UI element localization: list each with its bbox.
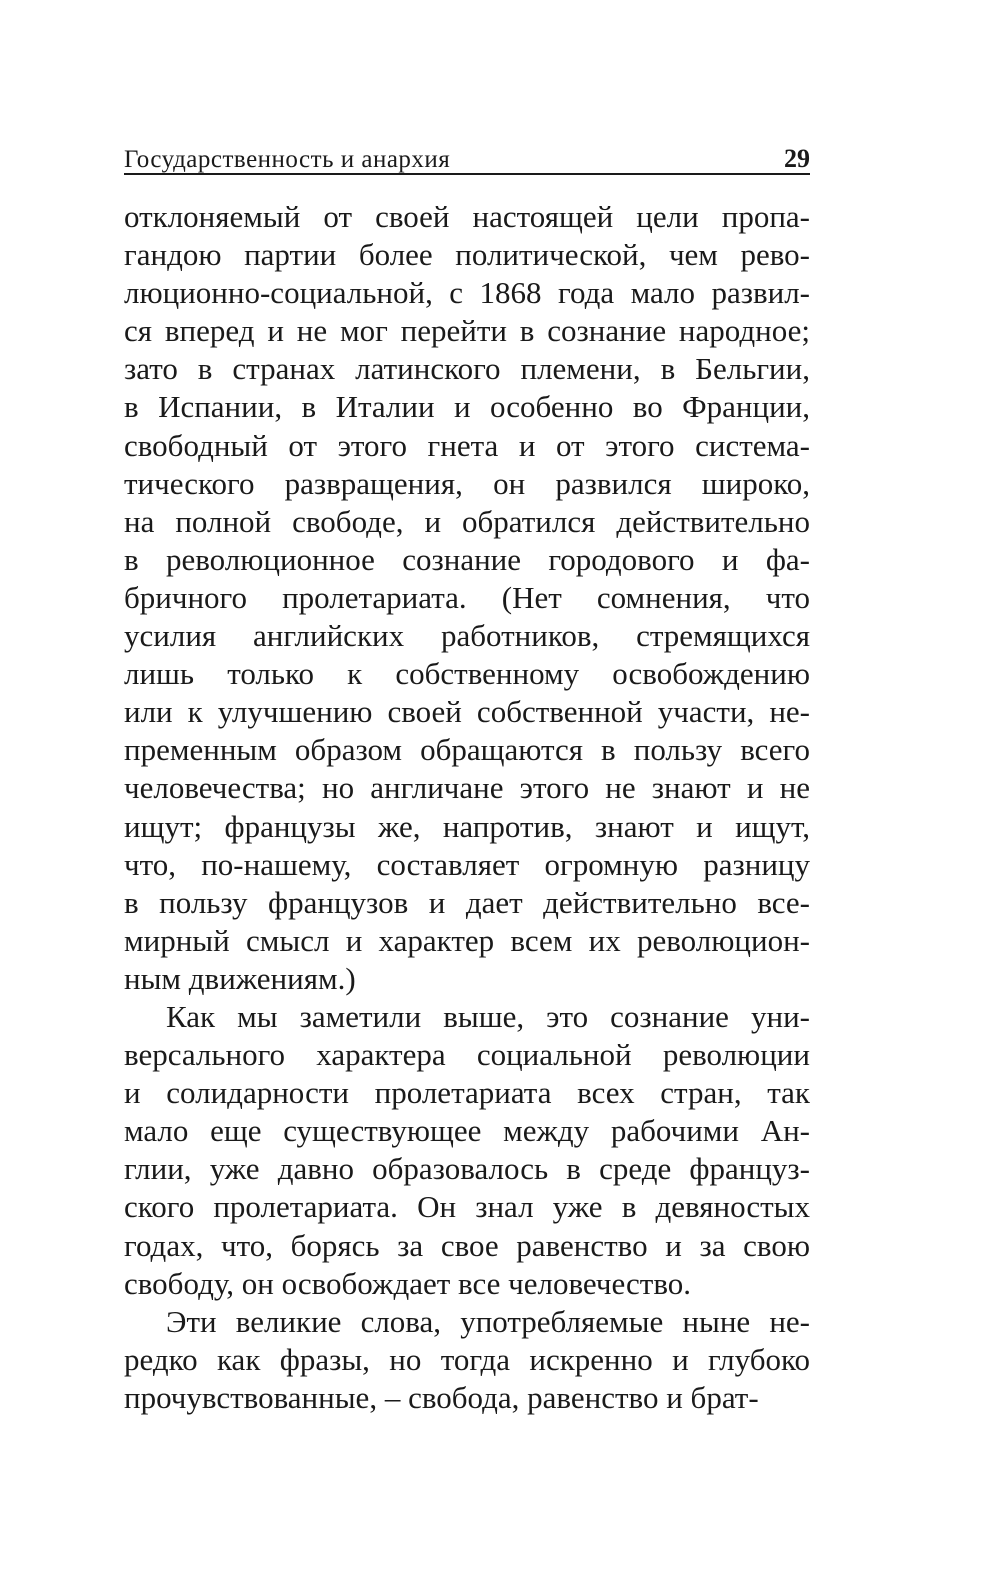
text-line: люционно-социальной, с 1868 года мало развил- [124, 275, 810, 311]
paragraph [124, 198, 810, 998]
text-line: прочувствованные, – свобода, равенство и брат- [124, 1379, 759, 1415]
text-line: версального характера социальной революции [124, 1037, 810, 1073]
text-line: отклоняемый от своей настоящей цели пропа- [124, 199, 810, 234]
text-line: лишь только к собственному освобождению [124, 656, 810, 692]
text-line: в Испании, в Италии и особенно во Франции, [124, 389, 810, 425]
text-line: усилия английских работников, стремящихся [124, 618, 810, 654]
text-line: Эти великие слова, употребляемые ныне не- [166, 1303, 810, 1339]
text-line: что, по-нашему, составляет огромную разницу [124, 846, 810, 882]
text-line: пременным образом обращаются в пользу всего [124, 732, 810, 768]
paragraph [124, 998, 810, 1303]
paragraph [124, 1303, 810, 1417]
text-line: гандою партии более политической, чем рево- [124, 237, 810, 273]
text-line: свободный от этого гнета и от этого система- [124, 427, 810, 463]
text-line: в пользу французов и дает действительно все- [124, 884, 810, 920]
text-line: Как мы заметили выше, это сознание уни- [166, 998, 810, 1034]
body-text [124, 198, 810, 1417]
text-line: мало еще существующее между рабочими Ан- [124, 1113, 810, 1149]
running-head [124, 132, 810, 172]
text-line: редко как фразы, но тогда искренно и глубоко [124, 1341, 810, 1377]
text-line: тического развращения, он развился широко, [124, 465, 810, 501]
text-line: или к улучшению своей собственной участи, не- [124, 694, 810, 730]
text-line: человечества; но англичане этого не знают и не [124, 770, 810, 806]
text-line: свободу, он освобождает все человечество. [124, 1265, 692, 1301]
text-line: и солидарности пролетариата всех стран, так [124, 1075, 810, 1111]
text-line: в революционное сознание городового и фа- [124, 541, 810, 577]
page-number: 29 [784, 144, 810, 173]
text-line: на полной свободе, и обратился действительно [124, 503, 810, 539]
header-rule [124, 173, 810, 175]
text-line: глии, уже давно образовалось в среде француз- [124, 1151, 810, 1187]
text-line: ского пролетариата. Он знал уже в девяностых [124, 1189, 810, 1225]
text-line: бричного пролетариата. (Нет сомнения, что [124, 579, 810, 615]
text-line: зато в странах латинского племени, в Бельгии, [124, 351, 810, 387]
text-line: годах, что, борясь за свое равенство и за свою [124, 1227, 810, 1263]
text-line: ищут; французы же, напротив, знают и ищут, [124, 808, 810, 844]
text-line: ным движениям.) [124, 960, 356, 996]
text-line: мирный смысл и характер всем их революцион- [124, 922, 810, 958]
running-title: Государственность и анархия [124, 146, 451, 173]
text-line: ся вперед и не мог перейти в сознание народное; [124, 313, 810, 349]
